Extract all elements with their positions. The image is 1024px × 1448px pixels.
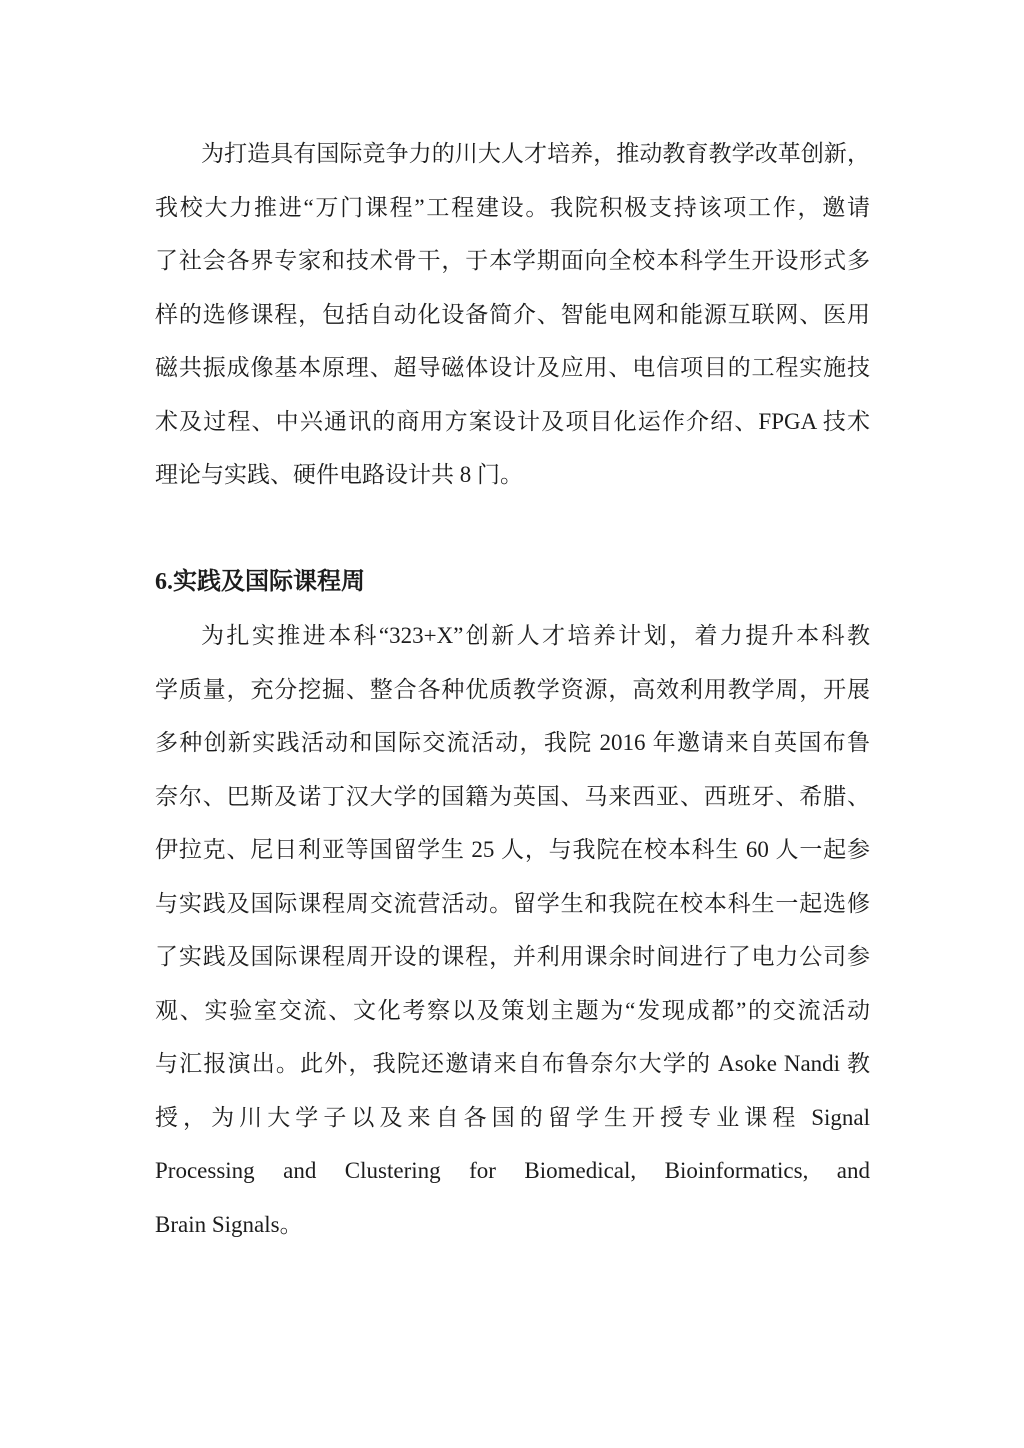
paragraph-courses bbox=[155, 127, 870, 502]
paragraph-line: 多种创新实践活动和国际交流活动，我院 2016 年邀请来自英国布鲁 bbox=[155, 730, 870, 755]
paragraph-line: 为扎实推进本科“323+X”创新人才培养计划，着力提升本科教 bbox=[201, 623, 870, 648]
paragraph-line: 伊拉克、尼日利亚等国留学生 25 人，与我院在校本科生 60 人一起参 bbox=[155, 837, 870, 862]
paragraph-line: 我校大力推进“万门课程”工程建设。我院积极支持该项工作，邀请 bbox=[155, 194, 870, 220]
paragraph-line: 术及过程、中兴通讯的商用方案设计及项目化运作介绍、FPGA 技术 bbox=[155, 408, 870, 434]
paragraph-line: 学质量，充分挖掘、整合各种优质教学资源，高效利用教学周，开展 bbox=[155, 676, 870, 702]
paragraph-international-week bbox=[155, 609, 870, 1251]
paragraph-line: 与汇报演出。此外，我院还邀请来自布鲁奈尔大学的 Asoke Nandi 教 bbox=[155, 1051, 870, 1076]
paragraph-line: Processing and Clustering for Biomedical, Bioinformatics, and bbox=[155, 1158, 870, 1183]
paragraph-line: 与实践及国际课程周交流营活动。留学生和我院在校本科生一起选修 bbox=[155, 890, 870, 916]
paragraph-line: 观、实验室交流、文化考察以及策划主题为“发现成都”的交流活动 bbox=[155, 997, 870, 1023]
paragraph-line: 了实践及国际课程周开设的课程，并利用课余时间进行了电力公司参 bbox=[155, 944, 870, 969]
paragraph-line: 理论与实践、硬件电路设计共 8 门。 bbox=[155, 462, 523, 487]
paragraph-line: 授，为川大学子以及来自各国的留学生开授专业课程 Signal bbox=[155, 1104, 870, 1130]
paragraph-line: 为打造具有国际竞争力的川大人才培养，推动教育教学改革创新， bbox=[201, 141, 870, 166]
paragraph-line: Brain Signals。 bbox=[155, 1211, 303, 1237]
paragraph-line: 样的选修课程，包括自动化设备简介、智能电网和能源互联网、医用 bbox=[155, 301, 870, 327]
paragraph-line: 了社会各界专家和技术骨干，于本学期面向全校本科学生开设形式多 bbox=[155, 248, 870, 273]
paragraph-line: 奈尔、巴斯及诺丁汉大学的国籍为英国、马来西亚、西班牙、希腊、 bbox=[155, 783, 870, 809]
section-heading: 6.实践及国际课程周 bbox=[155, 568, 365, 595]
paragraph-line: 磁共振成像基本原理、超导磁体设计及应用、电信项目的工程实施技 bbox=[155, 355, 870, 380]
